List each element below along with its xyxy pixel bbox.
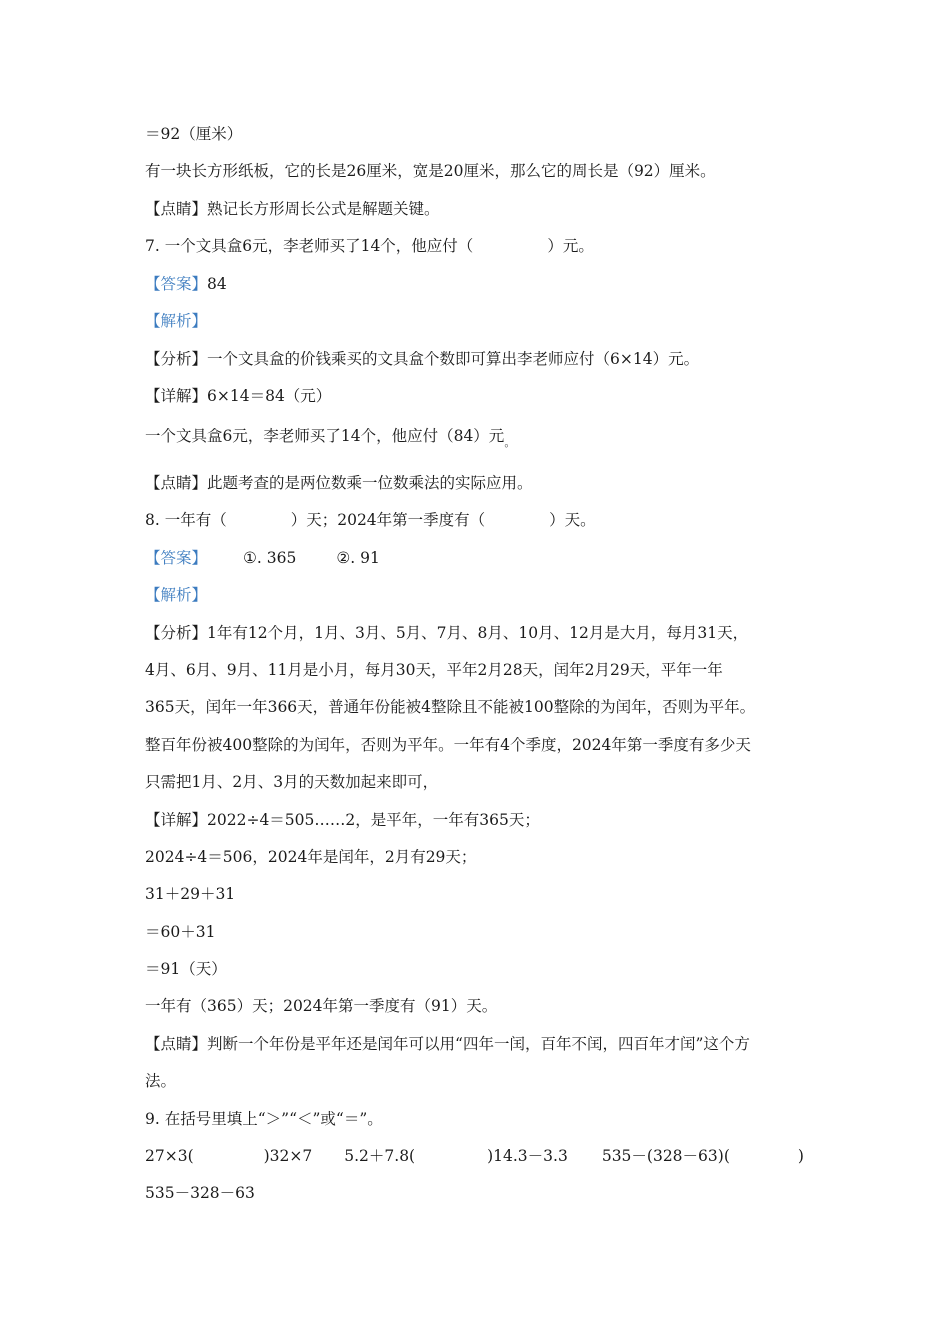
- q6-tip: [145, 198, 825, 220]
- q8-analysis-heading: [145, 584, 825, 606]
- q8-tip-text-2: 法。: [145, 1072, 177, 1090]
- q8-fenxi-text-5: 只需把1月、2月、3月的天数加起来即可，: [145, 773, 439, 791]
- q8-fenxi-line-5: [145, 771, 825, 793]
- q8-tip-line-1: [145, 1033, 825, 1055]
- q9-question: [145, 1108, 825, 1130]
- q9-item2-left: 5.2＋7.8(: [344, 1147, 416, 1165]
- q8-xiangjie-line-1: [145, 809, 825, 831]
- q8-xiangjie-line-4: [145, 921, 825, 943]
- q7-tip-label: 【点睛】: [145, 474, 208, 492]
- q7-conclusion: [145, 425, 825, 454]
- q8-tip-label: 【点睛】: [145, 1035, 208, 1053]
- q7-tip: [145, 472, 825, 494]
- q8-fenxi-text-2: 4月、6月、9月、11月是小月，每月30天，平年2月28天，闰年2月29天，平年一年: [145, 661, 723, 679]
- q8-fenxi-line-1: [145, 622, 825, 644]
- q9-item3-right: 535－328－63: [145, 1184, 255, 1202]
- q7-conclusion-text: 一个文具盒6元，李老师买了14个，他应付（84）元: [145, 427, 505, 445]
- q8-fenxi-text-4: 整百年份被400整除的为闰年，否则为平年。一年有4个季度，2024年第一季度有多少天: [145, 736, 751, 754]
- q7-xiangjie-label: 【详解】: [145, 387, 208, 405]
- q7-analysis-heading: [145, 310, 825, 332]
- q9-item1-right: )32×7: [263, 1147, 313, 1165]
- q8-tip-text-1: 判断一个年份是平年还是闰年可以用“四年一闰，百年不闰，四百年才闰”这个方: [207, 1035, 750, 1053]
- q8-xiangjie-text-5: ＝91（天）: [145, 960, 227, 978]
- q7-question-part-b: ）元。: [547, 237, 594, 255]
- q6-conclusion: [145, 160, 825, 182]
- q9-items-row: [145, 1145, 825, 1167]
- q7-question-part-a: 7. 一个文具盒6元，李老师买了14个，他应付（: [145, 237, 474, 255]
- q9-item1-left: 27×3(: [145, 1147, 194, 1165]
- q7-question: [145, 235, 825, 257]
- q8-answer-label: 【答案】: [145, 549, 208, 567]
- q8-xiangjie-text-6: 一年有（365）天；2024年第一季度有（91）天。: [145, 997, 498, 1015]
- q7-fenxi-text: 一个文具盒的价钱乘买的文具盒个数即可算出李老师应付（6×14）元。: [207, 350, 700, 368]
- q7-xiangjie-text: 6×14＝84（元）: [207, 387, 332, 405]
- q8-question-part-c: ）天。: [549, 511, 596, 529]
- q9-question-text: 9. 在括号里填上“＞”“＜”或“＝”。: [145, 1110, 383, 1128]
- q8-xiangjie-label: 【详解】: [145, 811, 208, 829]
- q8-fenxi-line-3: [145, 696, 825, 718]
- q6-tip-text: 熟记长方形周长公式是解题关键。: [207, 200, 440, 218]
- q8-question-part-b: ）天；2024年第一季度有（: [290, 511, 486, 529]
- q6-tip-label: 【点睛】: [145, 200, 208, 218]
- q7-answer-label: 【答案】: [145, 275, 208, 293]
- q8-xiangjie-line-6: [145, 995, 825, 1017]
- q9-item3-close: ): [797, 1147, 804, 1165]
- q8-xiangjie-text-2: 2024÷4＝506，2024年是闰年，2月有29天；: [145, 848, 477, 866]
- q8-fenxi-label: 【分析】: [145, 624, 208, 642]
- q8-question-part-a: 8. 一年有（: [145, 511, 227, 529]
- q7-conclusion-period: 。: [504, 436, 516, 449]
- q8-analysis-label: 【解析】: [145, 586, 208, 604]
- q8-fenxi-text-3: 365天，闰年一年366天，普通年份能被4整除且不能被100整除的为闰年，否则为平年。: [145, 698, 756, 716]
- q9-item3-left: 535－(328－63)(: [601, 1147, 730, 1165]
- q8-xiangjie-text-4: ＝60＋31: [145, 923, 216, 941]
- q9-item2-right: )14.3－3.3: [487, 1147, 568, 1165]
- q6-calc-result: [145, 123, 825, 145]
- q7-fenxi-label: 【分析】: [145, 350, 208, 368]
- q8-answer-1: ①. 365: [243, 549, 297, 567]
- q8-fenxi-text-1: 1年有12个月，1月、3月、5月、7月、8月、10月、12月是大月，每月31天，: [207, 624, 749, 642]
- q7-analysis-label: 【解析】: [145, 312, 208, 330]
- q8-xiangjie-line-5: [145, 958, 825, 980]
- q8-answer: [145, 547, 825, 569]
- q8-tip-line-2: [145, 1070, 825, 1092]
- q8-question: [145, 509, 825, 531]
- q7-answer: [145, 273, 825, 295]
- q7-answer-text: 84: [207, 275, 227, 293]
- q6-conclusion-text: 有一块长方形纸板，它的长是26厘米，宽是20厘米，那么它的周长是（92）厘米。: [145, 162, 716, 180]
- q8-fenxi-line-4: [145, 734, 825, 756]
- q8-xiangjie-text-3: 31＋29＋31: [145, 885, 236, 903]
- q7-fenxi: [145, 348, 825, 370]
- q8-xiangjie-line-2: [145, 846, 825, 868]
- q8-xiangjie-line-3: [145, 883, 825, 905]
- q6-calc-result-text: ＝92（厘米）: [145, 125, 243, 143]
- q7-xiangjie: [145, 385, 825, 407]
- q7-tip-text: 此题考查的是两位数乘一位数乘法的实际应用。: [207, 474, 533, 492]
- q9-items-row-2: [145, 1182, 825, 1204]
- q8-answer-2: ②. 91: [336, 549, 380, 567]
- q8-fenxi-line-2: [145, 659, 825, 681]
- q8-xiangjie-text-1: 2022÷4＝505……2，是平年，一年有365天；: [207, 811, 540, 829]
